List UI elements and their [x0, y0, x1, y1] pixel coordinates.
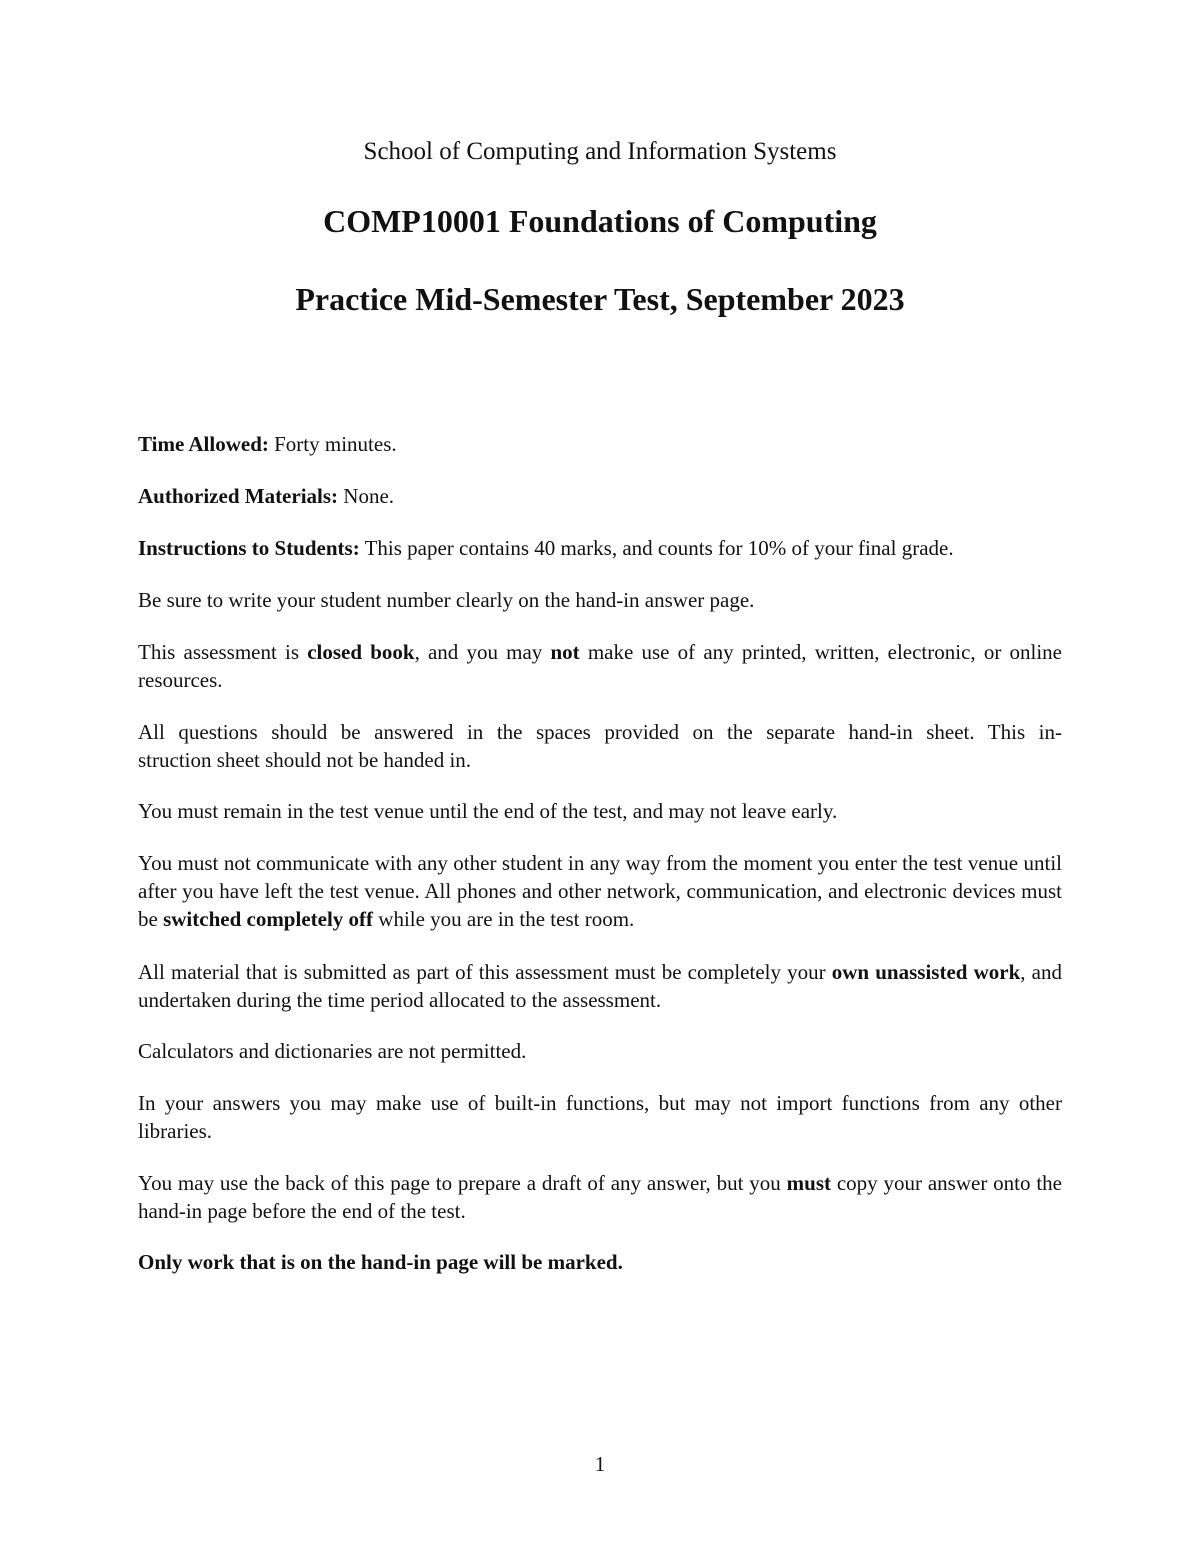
- own-work-emphasis: own unassisted work: [831, 960, 1021, 984]
- draft-text-1: You may use the back of this page to prepare a draft of any answer, but you: [138, 1171, 787, 1195]
- answer-location-line-1: All questions should be answered in the spaces provided on the separate hand-in sheet. This in-: [138, 720, 1062, 744]
- builtins-note: In your answers you may make use of built-in functions, but may not import functions from any other libraries.: [138, 1091, 1062, 1143]
- instructions-label: Instructions to Students:: [138, 536, 360, 560]
- own-work-text-1: All material that is submitted as part of this assessment must be completely your: [138, 960, 832, 984]
- must-emphasis: must: [786, 1171, 831, 1195]
- communication-text-1: You must not communicate with any other student in any way from the moment you enter the test venue until after you have left the test venue. All phones and other network, communication, and electronic devices must be: [138, 851, 1062, 931]
- test-title: Practice Mid-Semester Test, September 2023: [295, 281, 905, 317]
- own-work-note: [138, 958, 1062, 1014]
- course-title: COMP10001 Foundations of Computing: [323, 203, 877, 239]
- final-marking-notice: [138, 1248, 1062, 1276]
- answer-location-line-2: struction sheet should not be handed in.: [138, 748, 472, 772]
- closed-book-text-2: , and you may: [414, 640, 551, 664]
- communication-note: [138, 849, 1062, 933]
- closed-book-note: [138, 638, 1062, 694]
- answer-location-note: [138, 718, 1062, 774]
- authorized-materials-label: Authorized Materials:: [138, 484, 339, 508]
- instructions-to-students: [138, 534, 1062, 562]
- own-work-text-2: , and undertaken during the time period allocated to the assessment.: [138, 960, 1062, 1012]
- time-allowed-value: Forty minutes.: [274, 432, 397, 456]
- student-number-note: Be sure to write your student number clearly on the hand-in answer page.: [138, 588, 755, 612]
- authorized-materials-value: None.: [343, 484, 395, 508]
- closed-book-text-3: make use of any printed, written, electronic, or online resources.: [138, 640, 1062, 692]
- authorized-materials: [138, 482, 1062, 510]
- time-allowed-label: Time Allowed:: [138, 432, 269, 456]
- calculators-note: Calculators and dictionaries are not permitted.: [138, 1039, 527, 1063]
- final-marking-text: Only work that is on the hand-in page will be marked.: [138, 1250, 623, 1274]
- not-emphasis: not: [550, 640, 580, 664]
- closed-book-emphasis: closed book: [307, 640, 415, 664]
- draft-note: [138, 1169, 1062, 1225]
- communication-text-2: while you are in the test room.: [373, 907, 635, 931]
- page-number: 1: [594, 1452, 606, 1476]
- instructions-value: This paper contains 40 marks, and counts for 10% of your final grade.: [364, 536, 954, 560]
- time-allowed: [138, 430, 1062, 458]
- draft-text-2: copy your answer onto the hand-in page before the end of the test.: [138, 1171, 1062, 1223]
- remain-note: You must remain in the test venue until the end of the test, and may not leave early.: [138, 799, 838, 823]
- switched-off-emphasis: switched completely off: [163, 907, 374, 931]
- closed-book-text-1: This assessment is: [138, 640, 308, 664]
- school-name: School of Computing and Information Systems: [363, 138, 837, 165]
